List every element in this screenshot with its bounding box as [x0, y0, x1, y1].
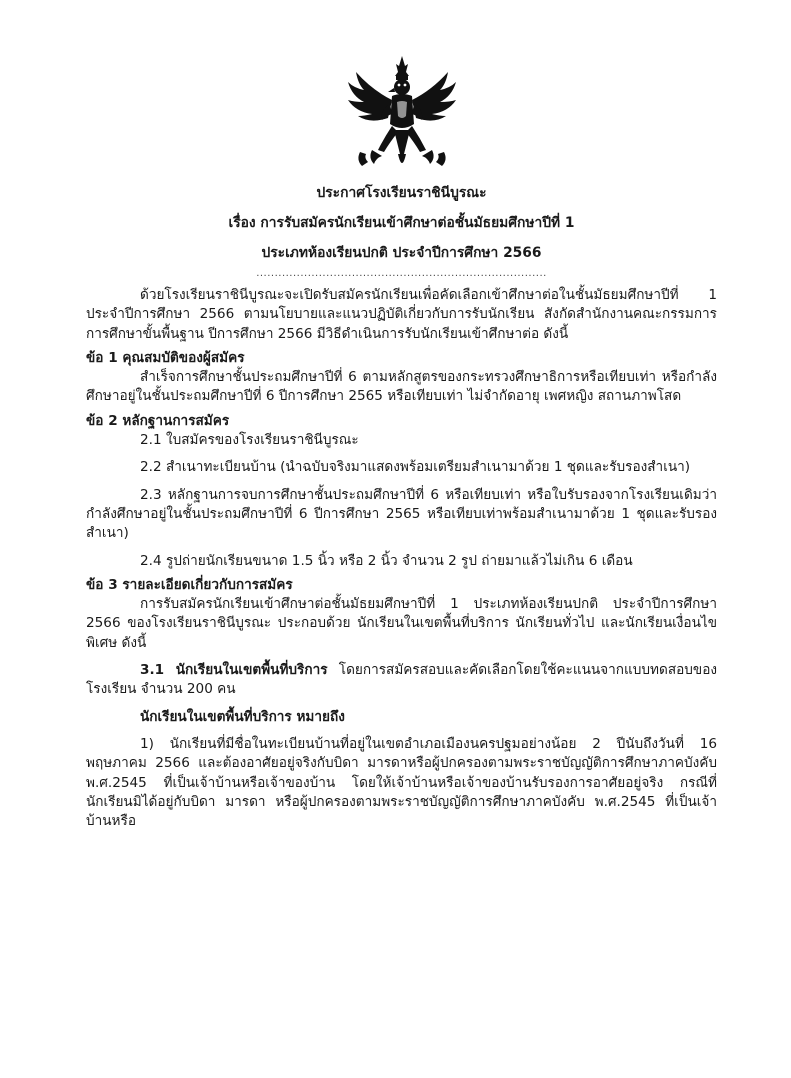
header-subject: เรื่อง การรับสมัครนักเรียนเข้าศึกษาต่อชั้นมัธยมศึกษาปีที่ 1: [228, 215, 575, 231]
section-2-item-3: 2.3 หลักฐานการจบการศึกษาชั้นประถมศึกษาปีที่ 6 หรือเทียบเท่า หรือใบรับรองจากโรงเรียนเดิมว่ากำลังศึกษาอยู่ในชั้นประถมศึกษาปีที่ 6 ปีการศึกษา 2565 หรือเทียบเท่าพร้อมสำเนามาด้วย 1 ชุดและรับรองสำเนา): [86, 486, 717, 542]
service-area-definition-heading: นักเรียนในเขตพื้นที่บริการ หมายถึง: [140, 708, 345, 725]
section-3-body: การรับสมัครนักเรียนเข้าศึกษาต่อชั้นมัธยมศึกษาปีที่ 1 ประเภทห้องเรียนปกติ ประจำปีการศึกษา 2566 ของโรงเรียนราชินีบูรณะ ประกอบด้วย นักเรียนในเขตพื้นที่บริการ นักเรียนทั่วไป และนักเรียนเงื่อนไขพิเศษ ดังนี้: [86, 596, 717, 651]
section-1-heading: ข้อ 1 คุณสมบัติของผู้สมัคร: [86, 349, 245, 366]
service-area-definition-1: 1) นักเรียนที่มีชื่อในทะเบียนบ้านที่อยู่ในเขตอำเภอเมืองนครปฐมอย่างน้อย 2 ปีนับถึงวันที่ 16 พฤษภาคม 2566 และต้องอาศัยอยู่จริงกับบิดา มารดาหรือผู้ปกครองตามพระราชบัญญัติการศึกษาภาคบังคับ พ.ศ.2545 ที่เป็นเจ้าบ้านหรือเจ้าของบ้าน โดยให้เจ้าบ้านหรือเจ้าของบ้านรับรองการอาศัยอยู่จริง กรณีที่นักเรียนมิได้อยู่กับบิดา มารดา หรือผู้ปกครองตามพระราชบัญญัติการศึกษาภาคบังคับ พ.ศ.2545 ที่เป็นเจ้าบ้านหรือ: [86, 735, 717, 830]
section-3-heading: ข้อ 3 รายละเอียดเกี่ยวกับการสมัคร: [86, 576, 293, 593]
header-school-title: ประกาศโรงเรียนราชินีบูรณะ: [316, 185, 487, 201]
intro-paragraph: ด้วยโรงเรียนราชินีบูรณะจะเปิดรับสมัครนักเรียนเพื่อคัดเลือกเข้าศึกษาต่อในชั้นมัธยมศึกษาปีที่ 1 ประจำปีการศึกษา 2566 ตามนโยบายและแนวปฏิบัติเกี่ยวกับการรับนักเรียน สังกัดสำนักงานคณะกรรมการการศึกษาขั้นพื้นฐาน ปีการศึกษา 2566 มีวิธีดำเนินการรับนักเรียนเข้าศึกษาต่อ ดังนี้: [86, 287, 717, 342]
garuda-emblem-icon: [342, 54, 462, 174]
section-2-item-2: 2.2 สำเนาทะเบียนบ้าน (นำฉบับจริงมาแสดงพร้อมเตรียมสำเนามาด้วย 1 ชุดและรับรองสำเนา): [140, 459, 691, 476]
section-3-1-paragraph: [86, 661, 717, 700]
dotted-divider: ...............................................................................: [256, 268, 547, 279]
section-3-1-title: 3.1 นักเรียนในเขตพื้นที่บริการ: [140, 662, 328, 679]
section-2-item-4: 2.4 รูปถ่ายนักเรียนขนาด 1.5 นิ้ว หรือ 2 นิ้ว จำนวน 2 รูป ถ่ายมาแล้วไม่เกิน 6 เดือน: [140, 552, 633, 569]
section-1-body: สำเร็จการศึกษาชั้นประถมศึกษาปีที่ 6 ตามหลักสูตรของกระทรวงศึกษาธิการหรือเทียบเท่า หรือกำลังศึกษาอยู่ในชั้นประถมศึกษาปีที่ 6 ปีการศึกษา 2565 หรือเทียบเท่า ไม่จำกัดอายุ เพศหญิง สถานภาพโสด: [86, 369, 717, 405]
section-2-item-1: 2.1 ใบสมัครของโรงเรียนราชินีบูรณะ: [140, 432, 359, 449]
section-3-1-body: โดยการสมัครสอบและคัดเลือกโดยใช้คะแนนจากแบบทดสอบของโรงเรียน จำนวน 200 คน: [86, 662, 717, 698]
document-page: [0, 54, 791, 1078]
section-2-heading: ข้อ 2 หลักฐานการสมัคร: [86, 412, 230, 429]
announcement-header: [86, 178, 717, 268]
header-category-year: ประเภทห้องเรียนปกติ ประจำปีการศึกษา 2566: [261, 245, 542, 261]
